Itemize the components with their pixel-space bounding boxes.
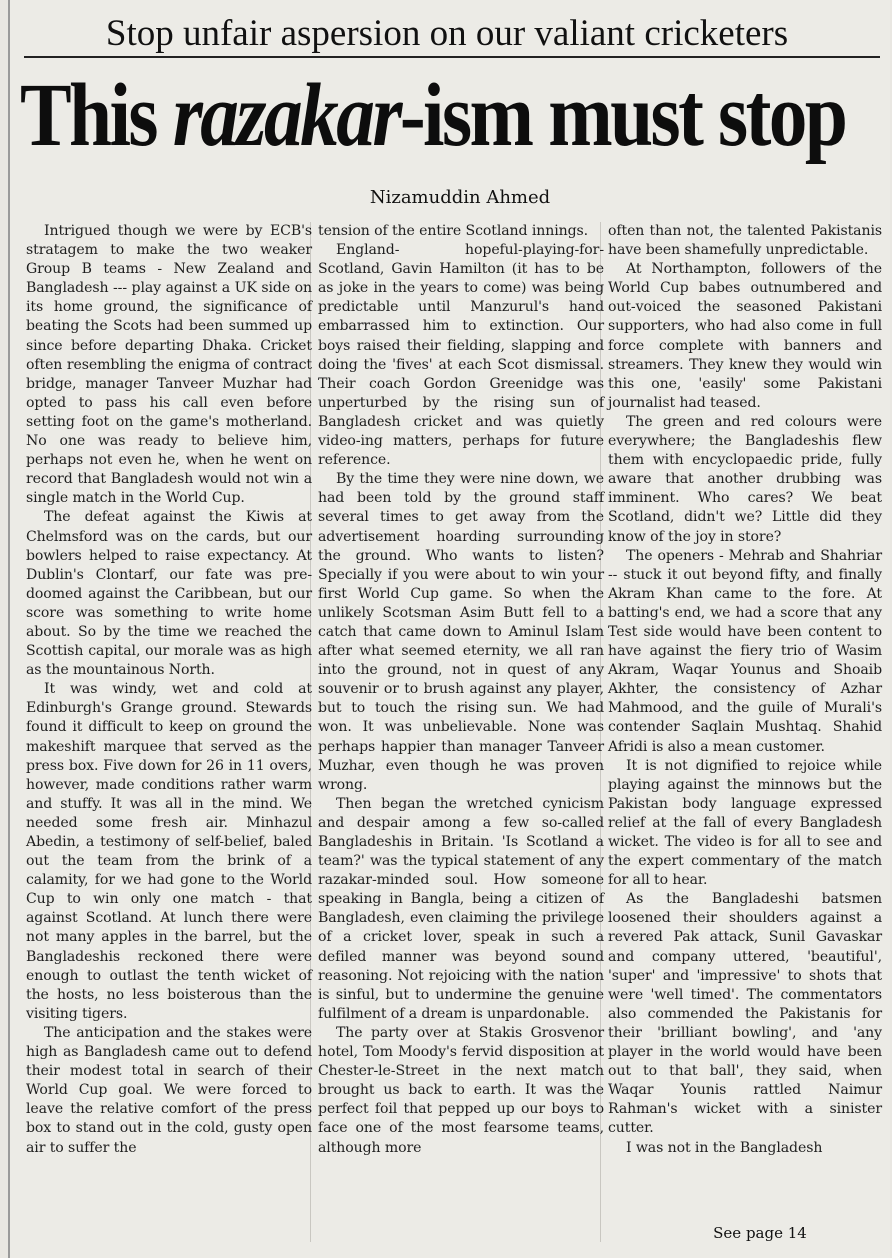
kicker-headline: Stop unfair aspersion on our valiant cricketers [105, 13, 789, 54]
headline-part-2: -ism must stop [399, 66, 846, 165]
paragraph: The openers - Mehrab and Shahriar -- stuck it out beyond fifty, and finally Akram Khan came to the fore. At batting's end, we had a score that any Test side would have been content to have against the fiery trio of Wasim Akram, Waqar Younus and Shoaib Akhter, the consistency of Azhar Mahmood, and the guile of Murali's contender Saqlain Mushtaq. Shahid Afridi is also a mean customer. [608, 547, 882, 755]
paragraph: At Northampton, followers of the World Cup babes outnumbered and out-voiced the seasoned Pakistani supporters, who had also come in full force complete with banners and streamers. They knew they would win this one, 'easily' some Pakistani journalist had teased. [608, 261, 882, 411]
paragraph: By the time they were nine down, we had been told by the ground staff several times to get away from the advertisement hoarding surrounding the ground. Who wants to listen? Specially if you were about to win your first World Cup game. So when the unlikely Scotsman Asim Butt fell to a catch that came down to Aminul Islam after what seemed eternity, we all ran into the ground, not in quest of any souvenir or to brush against any player, but to touch the rising sun. We had won. It was unbelievable. None was perhaps happier than manager Tanveer Muzhar, even though he was proven wrong. [318, 471, 604, 793]
paragraph: Intrigued though we were by ECB's stratagem to make the two weaker Group B teams - New Zealand and Bangladesh --- play against a UK side on its home ground, the significance of beating the Scots had been summed up since before departing Dhaka. Cricket often resembling the enigma of contract bridge, manager Tanveer Muzhar had opted to pass his call even before setting foot on the game's motherland. No one was ready to believe him, perhaps not even he, when he went on record that Bangladesh would not win a single match in the World Cup. [26, 223, 312, 507]
kicker-rule [24, 56, 880, 58]
paragraph: England- hopeful-playing-for-Scotland, Gavin Hamilton (it has to be as joke in the years to come) was being predictable until Manzurul's hand embarrassed him to extinction. Our boys raised their fielding, slapping and doing the 'fives' at each Scot dismissal. Their coach Gordon Greenidge was unperturbed by the rising sun of Bangladesh cricket and was quietly video-ing matters, perhaps for future reference. [318, 242, 604, 469]
paragraph: often than not, the talented Pakistanis have been shamefully unpredictable. [608, 223, 882, 259]
article-column-1 [26, 222, 312, 1158]
paragraph: tension of the entire Scotland innings. [318, 223, 589, 239]
paragraph: I was not in the Bangladesh [626, 1139, 823, 1156]
main-headline [20, 64, 846, 168]
paragraph: The green and red colours were everywhere; the Bangladeshis flew them with encyclopaedic pride, fully aware that another drubbing was imminent. Who cares? We beat Scotland, didn't we? Little did they know of the joy in store? [608, 413, 882, 545]
paragraph: It is not dignified to rejoice while playing against the minnows but the Pakistan body language expressed relief at the fall of every Bangladesh wicket. The video is for all to see and the expert commentary of the match for all to hear. [608, 757, 882, 889]
paragraph: Then began the wretched cynicism and despair among a few so-called Bangladeshis in Britain. 'Is Scotland a team?' was the typical statement of any razakar-minded soul. How someone speaking in Bangla, being a citizen of Bangladesh, even claiming the privilege of a cricket lover, speak in such a defiled manner was beyond sound reasoning. Not rejoicing with the nation is sinful, but to undermine the genuine fulfilment of a dream is unpardonable. [318, 795, 604, 1022]
headline-italic-word: razakar [172, 66, 400, 165]
article-column-3 [608, 222, 882, 1158]
article-column-2 [318, 222, 604, 1158]
paragraph: It was windy, wet and cold at Edinburgh's Grange ground. Stewards found it difficult to keep on ground the makeshift marquee that served as the press box. Five down for 26 in 11 overs, however, made conditions rather warm and stuffy. It was all in the mind. We needed some fresh air. Minhazul Abedin, a testimony of self-belief, baled out the team from the brink of a calamity, for we had gone to the World Cup to win only one match - that against Scotland. At lunch there were not many apples in the barrel, but the Bangladeshis reckoned there were enough to outlast the tenth wicket of the hosts, no less boisterous than the visiting tigers. [26, 681, 312, 1022]
jump-line: See page 14 [713, 1224, 807, 1242]
paragraph: The anticipation and the stakes were high as Bangladesh came out to defend their modest total in search of their World Cup goal. We were forced to leave the relative comfort of the press box to stand out in the cold, gusty open air to suffer the [26, 1024, 312, 1156]
paragraph: The defeat against the Kiwis at Chelmsford was on the cards, but our bowlers helped to raise expectancy. At Dublin's Clontarf, our fate was pre-doomed against the Caribbean, but our score was something to write home about. So by the time we reached the Scottish capital, our morale was as high as the mountainous North. [26, 509, 312, 679]
paragraph: As the Bangladeshi batsmen loosened their shoulders against a revered Pak attack, Sunil Gavaskar and company uttered, 'beautiful', 'super' and 'impressive' to shots that were 'well timed'. The commentators also commended the Pakistanis for their 'brilliant bowling', and 'any player in the world would have been out to that ball', they said, when Waqar Younis rattled Naimur Rahman's wicket with a sinister cutter. [608, 891, 882, 1137]
byline: Nizamuddin Ahmed [369, 187, 551, 208]
paragraph: The party over at Stakis Grosvenor hotel, Tom Moody's fervid disposition at Chester-le-Street in the next match brought us back to earth. It was the perfect foil that pepped up our boys to face one of the most fearsome teams, although more [318, 1024, 604, 1156]
headline-part-1: This [20, 66, 173, 165]
